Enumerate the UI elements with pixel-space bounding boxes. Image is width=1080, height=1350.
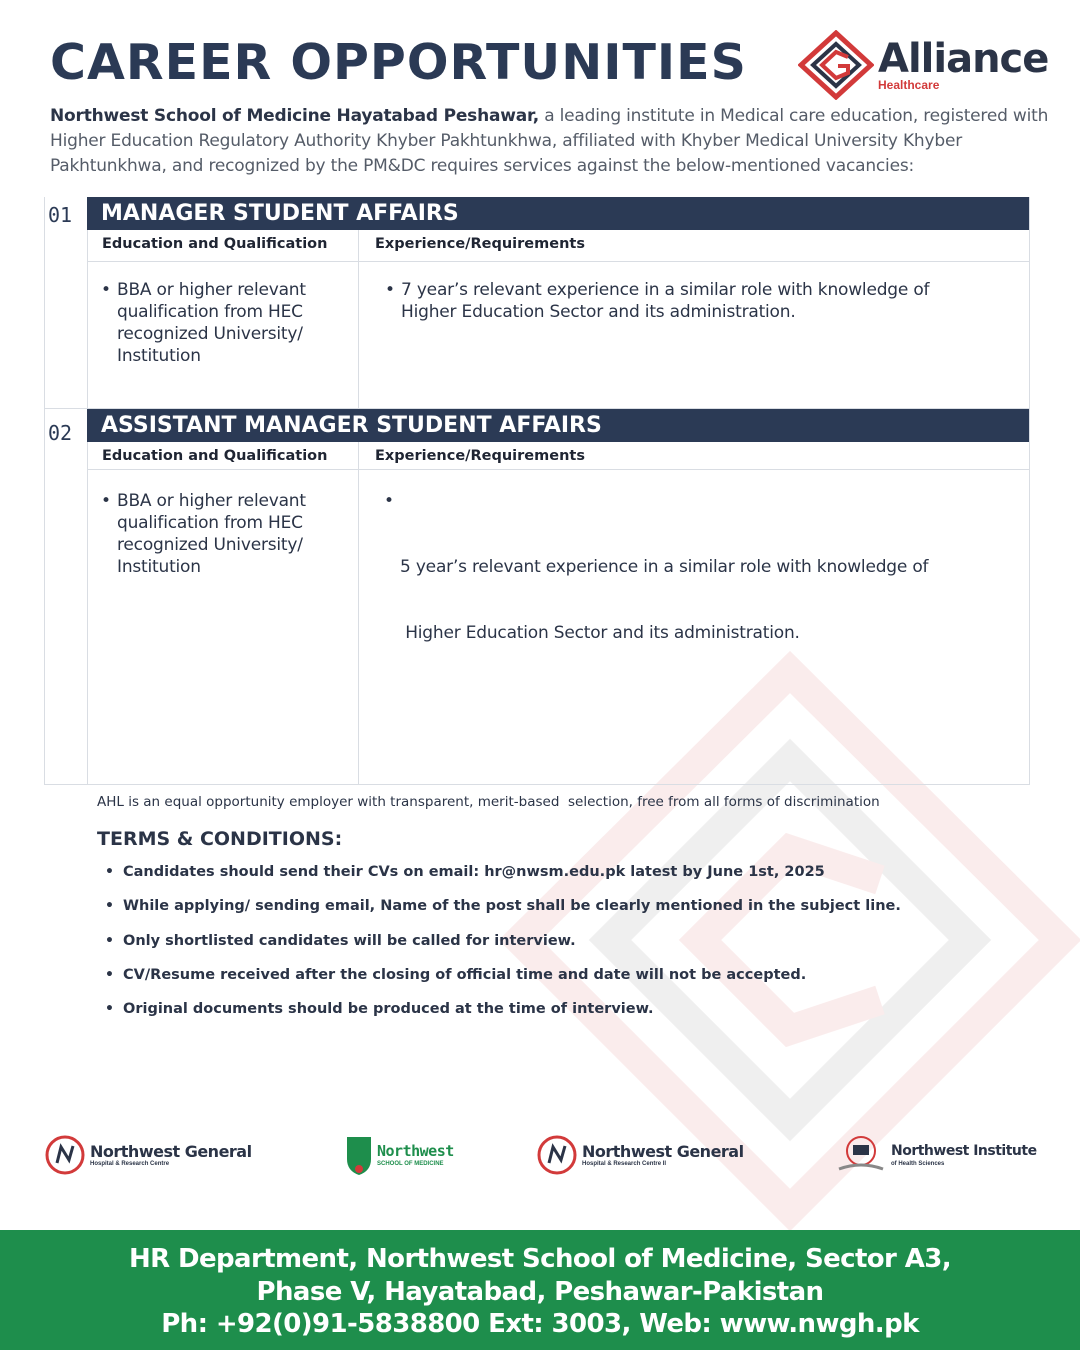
partner-name: Northwest General <box>90 1141 252 1161</box>
experience-header: Experience/Requirements <box>375 236 585 252</box>
partner-logos <box>0 1128 1080 1188</box>
header-divider <box>88 261 1029 262</box>
bullet-icon: • <box>385 280 395 300</box>
qualification-header: Education and Qualification <box>102 448 328 464</box>
column-divider <box>358 230 359 408</box>
terms-item: • CV/Resume received after the closing of official time and date will not be accepted. <box>105 967 901 1001</box>
vacancy-section-1 <box>44 197 1030 409</box>
nwihs-emblem-icon <box>835 1133 887 1177</box>
logo-name: Alliance <box>878 36 1049 82</box>
terms-list <box>105 864 901 1035</box>
vacancy-number: 01 <box>48 203 73 227</box>
intro-text: a leading institute in Medical care education, registered with Higher Education Regulatory Authority Khyber Pakhtunkhwa, affiliated with Khyber Medical University Khyber Pakhtunkhwa, and recognized by the PM&DC requires services against the below-mentioned vacancies: <box>50 106 1049 176</box>
logo-subtitle: Healthcare <box>878 78 940 92</box>
partner-nwihs <box>835 1128 1037 1182</box>
partner-name: Northwest <box>377 1141 454 1160</box>
partner-subtitle: of Health Sciences <box>891 1160 945 1167</box>
column-divider <box>358 442 359 784</box>
vacancy-title: ASSISTANT MANAGER STUDENT AFFAIRS <box>87 409 1029 442</box>
footer-address-line-2: Phase V, Hayatabad, Peshawar-Pakistan <box>256 1276 824 1307</box>
nwgh-circle-icon <box>44 1134 86 1176</box>
vacancy-title: MANAGER STUDENT AFFAIRS <box>87 197 1029 230</box>
partner-nwgh-2 <box>536 1128 744 1182</box>
partner-nwgh <box>44 1128 252 1182</box>
contact-footer <box>0 1230 1080 1350</box>
bullet-icon: • <box>384 491 394 511</box>
terms-item: • Original documents should be produced at the time of interview. <box>105 1001 901 1035</box>
intro-paragraph <box>50 104 1050 179</box>
vacancy-table <box>87 230 1029 408</box>
terms-item: • Candidates should send their CVs on email: hr@nwsm.edu.pk latest by June 1st, 2025 <box>105 864 901 898</box>
footer-contact-line: Ph: +92(0)91-5838800 Ext: 3003, Web: www.nwgh.pk <box>161 1309 919 1339</box>
intro-org: Northwest School of Medicine Hayatabad Peshawar, <box>50 106 539 126</box>
footer-address-line-1: HR Department, Northwest School of Medicine, Sector A3, <box>128 1244 952 1274</box>
partner-subtitle: Hospital & Research Centre II <box>582 1160 667 1167</box>
alliance-logo <box>798 30 1049 100</box>
header-divider <box>88 469 1029 470</box>
partner-subtitle: Hospital & Research Centre <box>90 1160 170 1167</box>
terms-title: TERMS & CONDITIONS: <box>97 828 343 850</box>
experience-item: • 7 year’s relevant experience in a similar role with knowledge of Higher Education Sector and its administration. <box>385 280 930 322</box>
nwgh-circle-icon <box>536 1134 578 1176</box>
qualification-item: • BBA or higher relevant qualification from HEC recognized University/ Institution <box>101 491 306 577</box>
bullet-icon: • <box>101 491 111 511</box>
qualification-header: Education and Qualification <box>102 236 328 252</box>
vacancy-section-2 <box>44 409 1030 785</box>
experience-item: • 5 year’s relevant experience in a similar role with knowledge of Higher Education Sector and its administration. <box>384 491 929 643</box>
terms-item: • While applying/ sending email, Name of the post shall be clearly mentioned in the subject line. <box>105 898 901 932</box>
terms-item: • Only shortlisted candidates will be called for interview. <box>105 933 901 967</box>
partner-nwsm <box>345 1128 454 1182</box>
qualification-item: • BBA or higher relevant qualification from HEC recognized University/ Institution <box>101 280 306 366</box>
partner-subtitle: SCHOOL OF MEDICINE <box>377 1160 444 1167</box>
partner-name: Northwest Institute <box>891 1142 1037 1159</box>
page-title: CAREER OPPORTUNITIES <box>50 34 747 91</box>
nwsm-shield-icon <box>345 1133 373 1177</box>
partner-name: Northwest General <box>582 1141 744 1161</box>
vacancy-number: 02 <box>48 421 73 445</box>
experience-header: Experience/Requirements <box>375 448 585 464</box>
alliance-diamond-icon <box>798 30 874 100</box>
bullet-icon: • <box>101 280 111 300</box>
vacancy-table <box>87 442 1029 784</box>
equal-opportunity-statement: AHL is an equal opportunity employer with transparent, merit-based selection, free from all forms of discrimination <box>97 794 880 810</box>
